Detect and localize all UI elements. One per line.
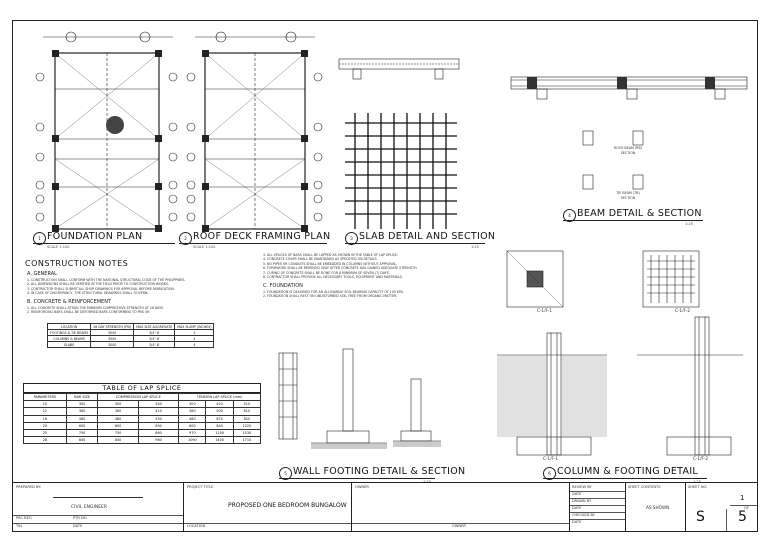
beam-detail-drawing (507, 49, 753, 199)
slab-detail-scale: 1:25 (471, 245, 479, 249)
lap-table-title: TABLE OF LAP SPLICE (23, 383, 261, 393)
cf2-plan-label: C-1/F-2 (675, 308, 691, 313)
foundation-plan-scale: SCALE 1:100 (47, 245, 70, 249)
title-block (13, 482, 757, 531)
firm-name: CIVIL ENGINEER (71, 505, 108, 510)
slab-detail-title: SLAB DETAIL AND SECTION (359, 231, 496, 242)
drawing-number-4: 4 (563, 209, 576, 222)
beam-detail-title: BEAM DETAIL & SECTION (577, 208, 702, 219)
roof-deck-plan-scale: SCALE 1:100 (193, 245, 216, 249)
cf1-section-label: C-1/F-1 (543, 456, 559, 461)
column-footing-scale: 1:25 (693, 480, 701, 484)
drawing-sheet (12, 20, 758, 532)
drawing-number-6: 6 (543, 467, 556, 480)
notes-a-head: A. GENERAL (27, 271, 57, 277)
notes-right-list: 3. ALL SPLICES OF BARS SHALL BE LAPPED AS SHOWN IN THE TABLE OF LAP SPLICE. 4. CONCRETE COVER SHALL BE MAINTAINED AS SPECIFIED ON DETAILS. 5. NO PIPES OR CONDUITS SHALL BE EMBEDDED IN COLUMNS WITHOUT APPROVAL. 6. FORMWORK SHALL BE REMOVED ONLY AFTER CONCRETE HAS GAINED ADEQUATE STRENGTH. 7. CURING OF CONCRETE SHALL BE DONE FOR A MINIMUM OF SEVEN (7) DAYS. 8. CONTRACTOR SHALL PROVIDE ALL NECESSARY TOOLS, EQUIPMENT AND MATERIALS. (263, 253, 418, 280)
notes-title: CONSTRUCTION NOTES (25, 259, 129, 268)
sheet-number: 5 (738, 509, 747, 525)
sheet-number-cell: SHEET NO. 1 OF S 5 (685, 483, 757, 531)
lap-splice-table: PARAMETERS BAR SIZE COMPRESSION LAP SPLICE TENSION LAP SPLICE (mm) 10 300 300 340 300 420 510 12 360 360 410 360 500 610 16 480 480 550 480 670 820 20 600 600 690 600 840 1020 25 750 750 860 970 1250 1530 28 840 840 960 1090 1400 1710 (23, 393, 261, 444)
tie-beam-sub: SECTION (620, 196, 636, 200)
owner-cell: OWNER OWNER (351, 483, 569, 531)
wall-footing-scale: 1:25 (423, 480, 431, 484)
project-title: PROPOSED ONE BEDROOM BUNGALOW (228, 502, 347, 509)
sheet-letter: S (696, 509, 705, 525)
wall-footing-drawing (271, 339, 481, 459)
cf1-plan-label: C-1/F-1 (537, 308, 553, 313)
foundation-plan-title: FOUNDATION PLAN (47, 231, 143, 242)
notes-c-list: 1. FOUNDATION IS DESIGNED FOR AN ALLOWABLE SOIL BEARING CAPACITY OF 100 KPA. 2. FOUNDATION SHALL REST ON UNDISTURBED SOIL FREE FROM ORGANIC MATTER. (263, 290, 404, 299)
wall-footing-title: WALL FOOTING DETAIL & SECTION (293, 466, 466, 477)
roof-beam-label: ROOF BEAM (RB) (613, 146, 643, 150)
roof-deck-plan-title: ROOF DECK FRAMING PLAN (193, 231, 331, 242)
notes-b-head: B. CONCRETE & REINFORCEMENT (27, 299, 111, 305)
review-cell: REVIEW BY DATE DRAWN BY DATE CHECKED BY DATE (569, 483, 625, 531)
drawing-number-2: 2 (179, 232, 192, 245)
sheet-contents-cell: SHEET CONTENTS AS SHOWN (625, 483, 685, 531)
cf2-section-label: C-1/F-2 (693, 456, 709, 461)
foundation-plan-drawing (33, 27, 185, 242)
prepared-by-cell: PREPARED BY: CIVIL ENGINEER PRC REG PTR NO. TIN DATE (13, 483, 183, 531)
drawing-number-5: 5 (279, 467, 292, 480)
concrete-table: LOCATION 28 DAY STRENGTH (PSI) MAX SIZE AGGREGATE MAX SLUMP (INCHES) FOOTINGS & TIE BEAMS 3000 3/4" Ø 3 COLUMNS & BEAMS 3000 3/4" Ø 4 SLABS 3000 3/4" Ø 4 (47, 323, 214, 348)
column-footing-drawing (487, 237, 753, 467)
notes-b-list: 1. ALL CONCRETE SHALL ATTAIN THE MINIMUM COMPRESSIVE STRENGTH AT 28 DAYS. 2. REINFORCING BARS SHALL BE DEFORMED BARS CONFORMING TO PNS 49. (27, 306, 165, 315)
project-title-cell: PROJECT TITLE PROPOSED ONE BEDROOM BUNGALOW LOCATION (183, 483, 351, 531)
slab-detail-drawing (337, 53, 487, 231)
notes-a-list: 1. CONSTRUCTION SHALL CONFORM WITH THE NATIONAL STRUCTURAL CODE OF THE PHILIPPINES. 2. ALL DIMENSIONS SHALL BE VERIFIED IN THE FIELD PRIOR TO CONSTRUCTION WORKS. 3. CONTRACTOR SHALL SUBMIT ALL SHOP DRAWINGS FOR APPROVAL BEFORE FABRICATION. 4. IN CASE OF DISCREPANCY, THE STRUCTURAL DRAWINGS SHALL GOVERN. (27, 278, 186, 296)
tie-beam-label: TIE BEAM (TB) (616, 191, 640, 195)
drawing-number-3: 3 (345, 232, 358, 245)
column-footing-title: COLUMN & FOOTING DETAIL (557, 466, 699, 477)
roof-beam-sub: SECTION (620, 151, 636, 155)
beam-detail-scale: 1:25 (685, 222, 693, 226)
roof-deck-plan-drawing (185, 27, 325, 242)
notes-c-head: C. FOUNDATION (263, 283, 303, 289)
drawing-number-1: 1 (33, 232, 46, 245)
